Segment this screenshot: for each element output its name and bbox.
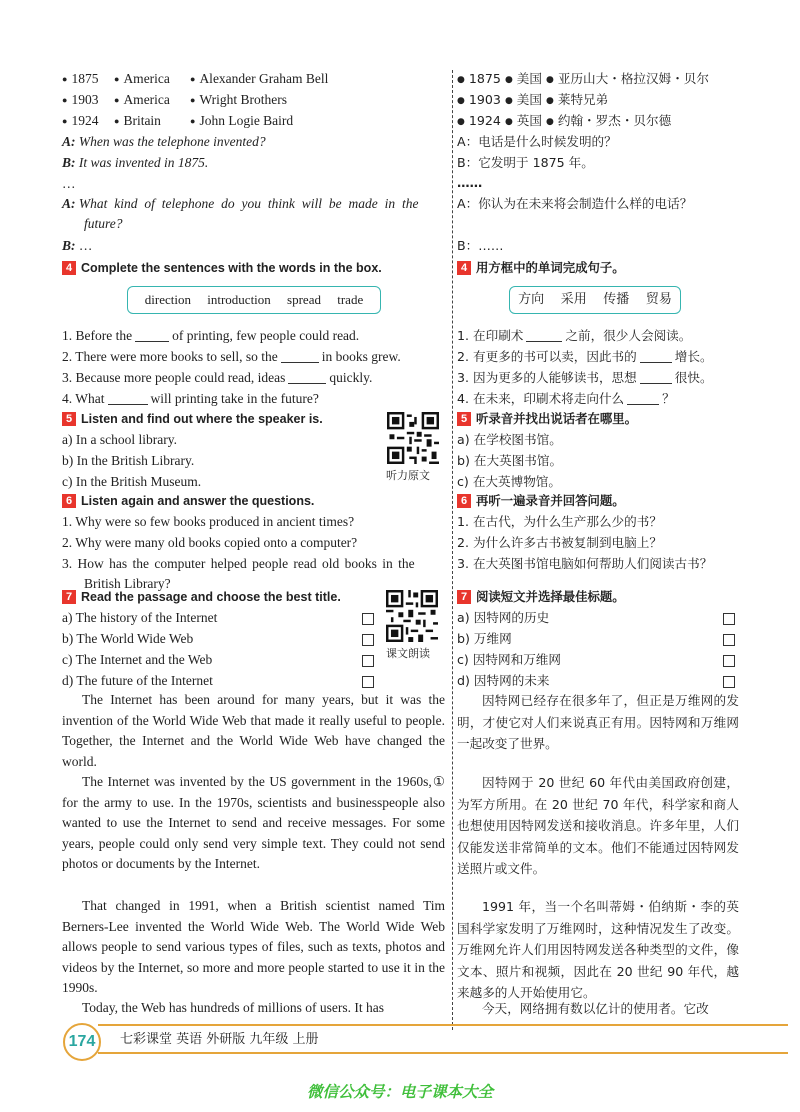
question-1: 1. Why were so few books produced in ancient times? <box>62 514 355 529</box>
page-number: 174 <box>68 1033 96 1050</box>
column-divider <box>452 70 453 1030</box>
passage-paragraph: Today, the Web has hundreds of millions of users. It has <box>82 1000 385 1015</box>
dialogue-ellipsis: … <box>62 176 76 191</box>
question-2: 2. Why were many old books copied onto a computer? <box>62 535 358 550</box>
sentence-2: 2. There were more books to sell, so the in books grew. <box>62 349 401 364</box>
checkbox[interactable] <box>723 676 735 688</box>
dialogue-b2-zh: B：…… <box>457 238 504 253</box>
qr-label: 课文朗读 <box>386 647 430 660</box>
dialogue-ellipsis-zh: …… <box>457 175 483 190</box>
title-option: a) The history of the Internet <box>62 610 218 625</box>
invention-row: ● 1903 ● America ● Wright Brothers <box>62 92 288 107</box>
question-2-zh: 2. 为什么许多古书被复制到电脑上？ <box>457 535 662 550</box>
section-7-heading-zh: 7 阅读短文并选择最佳标题。 <box>457 588 625 606</box>
blank[interactable] <box>627 392 659 405</box>
dialogue-b1-zh: B：它发明于 1875 年。 <box>457 155 594 170</box>
passage-paragraph-zh: 1991 年，当一个名叫蒂姆・伯纳斯・李的英国科学家发明了万维网时，这种情况发生了改变。万维网允许人们用因特网发送各种类型的文件，像文本、照片和视频，因此在 20 世纪 90 年代，越来越多的人开始使用它。 <box>457 899 739 1000</box>
sentence-3-zh: 3. 因为更多的人能够读书，思想 很快。 <box>457 370 713 385</box>
question-3-zh: 3. 在大英图书馆电脑如何帮助人们阅读古书？ <box>457 556 713 571</box>
footer-rule <box>98 1024 788 1026</box>
dialogue-a2-cont: future? <box>84 216 123 231</box>
checkbox[interactable] <box>362 634 374 646</box>
invention-row-zh: ● 1903 ● 美国 ● 莱特兄弟 <box>457 92 609 107</box>
dialogue-a2-zh: A：你认为在未来将会制造什么样的电话？ <box>457 196 693 211</box>
title-option-zh: b) 万维网 <box>457 631 512 646</box>
title-option: d) The future of the Internet <box>62 673 213 688</box>
dialogue-a2: A: What kind of telephone do you think will be made in the <box>62 196 419 211</box>
checkbox[interactable] <box>362 613 374 625</box>
passage-paragraph: The Internet has been around for many years, but it was the invention of the World Wide Web that made it really useful to people. Together, the Internet and the World Wide Web have changed the world. <box>62 692 445 769</box>
section-5-heading: 5 Listen and find out where the speaker is. <box>62 410 323 428</box>
section-6-heading-zh: 6 再听一遍录音并回答问题。 <box>457 492 625 510</box>
option-zh: c) 在大英博物馆。 <box>457 474 561 489</box>
title-option-zh: a) 因特网的历史 <box>457 610 550 625</box>
sentence-1-zh: 1. 在印刷术 之前，很少人会阅读。 <box>457 328 692 343</box>
passage-paragraph-zh: 因特网已经存在很多年了，但正是万维网的发明，才使它对人们来说真正有用。因特网和万维网一起改变了世界。 <box>457 693 739 751</box>
page-number-badge <box>63 1023 101 1061</box>
title-option: c) The Internet and the Web <box>62 652 213 667</box>
qr-label: 听力原文 <box>386 469 430 482</box>
qr-code-icon[interactable] <box>387 412 439 464</box>
dialogue-a1: A: When was the telephone invented? <box>62 134 266 149</box>
option: a) In a school library. <box>62 432 177 447</box>
section-7-heading: 7 Read the passage and choose the best title. <box>62 588 341 606</box>
section-6-heading: 6 Listen again and answer the questions. <box>62 492 314 510</box>
option-zh: b) 在大英图书馆。 <box>457 453 563 468</box>
blank[interactable] <box>526 329 562 342</box>
sentence-4: 4. What will printing take in the future? <box>62 391 319 406</box>
checkbox[interactable] <box>723 655 735 667</box>
passage-paragraph-zh: 因特网于 20 世纪 60 年代由美国政府创建，为军方所用。在 20 世纪 70 年代，科学家和商人也想使用因特网发送和接收消息。许多年里，人们仅能发送非常简单的文本。他们不能通过因特网发送照片或文件。 <box>457 775 739 876</box>
sentence-2-zh: 2. 有更多的书可以卖，因此书的 增长。 <box>457 349 713 364</box>
invention-row-zh: ● 1875 ● 美国 ● 亚历山大・格拉汉姆・贝尔 <box>457 71 709 86</box>
blank[interactable] <box>108 392 148 405</box>
checkbox[interactable] <box>362 676 374 688</box>
word-box: direction introduction spread trade <box>127 286 381 314</box>
question-3: 3. How has the computer helped people read old books in the <box>62 556 415 571</box>
invention-row: ● 1875 ● America ● Alexander Graham Bell <box>62 71 329 86</box>
option: b) In the British Library. <box>62 453 195 468</box>
checkbox[interactable] <box>723 613 735 625</box>
invention-row-zh: ● 1924 ● 英国 ● 约翰・罗杰・贝尔德 <box>457 113 672 128</box>
option: c) In the British Museum. <box>62 474 202 489</box>
question-3-cont: British Library? <box>84 576 171 591</box>
dialogue-b2: B: … <box>62 238 93 253</box>
qr-code-icon[interactable] <box>386 590 438 642</box>
checkbox[interactable] <box>362 655 374 667</box>
sentence-1: 1. Before the of printing, few people could read. <box>62 328 360 343</box>
book-title: 七彩课堂 英语 外研版 九年级 上册 <box>120 1032 319 1047</box>
question-1-zh: 1. 在古代，为什么生产那么少的书？ <box>457 514 662 529</box>
invention-row: ● 1924 ● Britain ● John Logie Baird <box>62 113 294 128</box>
title-option-zh: c) 因特网和万维网 <box>457 652 561 667</box>
title-option-zh: d) 因特网的未来 <box>457 673 550 688</box>
footer-rule <box>98 1052 788 1054</box>
section-4-heading-zh: 4 用方框中的单词完成句子。 <box>457 259 625 277</box>
dialogue-a1-zh: A：电话是什么时候发明的？ <box>457 134 617 149</box>
blank[interactable] <box>281 350 319 363</box>
blank[interactable] <box>135 329 169 342</box>
sentence-3: 3. Because more people could read, ideas quickly. <box>62 370 373 385</box>
option-zh: a) 在学校图书馆。 <box>457 432 562 447</box>
sentence-4-zh: 4. 在未来，印刷术将走向什么 ？ <box>457 391 675 406</box>
blank[interactable] <box>640 350 672 363</box>
section-5-heading-zh: 5 听录音并找出说话者在哪里。 <box>457 410 637 428</box>
title-option: b) The World Wide Web <box>62 631 194 646</box>
dialogue-b1: B: It was invented in 1875. <box>62 155 209 170</box>
passage-paragraph-zh: 今天，网络拥有数以亿计的使用者。它改 <box>482 1001 709 1016</box>
wechat-watermark: 微信公众号：电子课本大全 <box>306 1083 493 1101</box>
word-box-zh: 方向 采用 传播 贸易 <box>509 286 681 314</box>
section-4-heading: 4 Complete the sentences with the words in the box. <box>62 259 382 277</box>
passage-paragraph: The Internet was invented by the US government in the 1960s,① for the army to use. In the 1970s, scientists and businesspeople also wanted to use the Internet to send and receive messages. For some years, people could only send very simple text. They could not send photos or documents by the Internet. <box>62 774 445 871</box>
blank[interactable] <box>640 371 672 384</box>
checkbox[interactable] <box>723 634 735 646</box>
passage-paragraph: That changed in 1991, when a British scientist named Tim Berners-Lee invented the World Wide Web. The World Wide Web allows people to send various types of files, such as texts, photos and videos by the Internet, so more and more people started to use it in the 1990s. <box>62 898 445 995</box>
blank[interactable] <box>288 371 326 384</box>
